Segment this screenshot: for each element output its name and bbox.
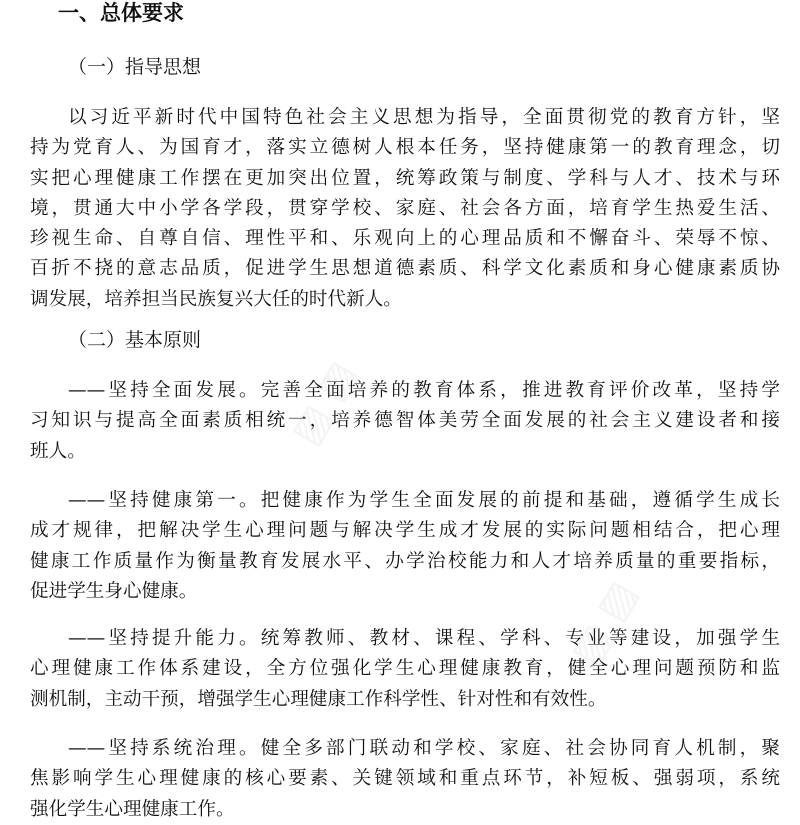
text-line: 促进学生身心健康。 [30,580,198,602]
text-line: 焦影响学生心理健康的核心要素、关键领域和重点环节，补短板、强弱项，系统 [30,768,780,790]
paragraph-guiding-ideology [30,103,780,315]
text-line: ——坚持提升能力。统筹教师、教材、课程、学科、专业等建设，加强学生 [68,628,780,649]
watermark-mark: ▨ ▨ [562,573,647,673]
text-line: 持为党育人、为国育才，落实立德树人根本任务，坚持健康第一的教育理念，切 [30,137,780,159]
text-line: 调发展，培养担当民族复兴大任的时代新人。 [30,288,402,310]
text-line: ——坚持健康第一。把健康作为学生全面发展的前提和基础，遵循学生成长 [68,490,780,511]
text-line: 心理健康工作体系建设，全方位强化学生心理健康教育，健全心理问题预防和监 [30,658,780,680]
text-line: 境，贯通大中小学各学段，贯穿学校、家庭、社会各方面，培育学生热爱生活、 [30,197,780,219]
text-line: 实把心理健康工作摆在更加突出位置，统筹政策与制度、学科与人才、技术与环 [30,167,780,189]
subsection-title-guiding-ideology: （一）指导思想 [68,56,202,78]
text-line: 珍视生命、自尊自信、理性平和、乐观向上的心理品质和不懈奋斗、荣辱不惊、 [30,228,780,250]
text-line: 强化学生心理健康工作。 [30,798,235,820]
text-line: 习知识与提高全面素质相统一，培养德智体美劳全面发展的社会主义建设者和接 [30,410,780,432]
text-line: 健康工作质量作为衡量教育发展水平、办学治校能力和人才培养质量的重要指标， [30,550,780,572]
text-line: 测机制，主动干预，增强学生心理健康工作科学性、针对性和有效性。 [30,688,607,710]
text-line: 成才规律，把解决学生心理问题与解决学生成才发展的实际问题相结合，把心理 [30,520,780,542]
text-line: ——坚持系统治理。健全多部门联动和学校、家庭、社会协同育人机制，聚 [68,738,780,759]
text-line: 百折不挠的意志品质，促进学生思想道德素质、科学文化素质和身心健康素质协 [30,258,780,280]
text-line: 以习近平新时代中国特色社会主义思想为指导，全面贯彻党的教育方针，坚 [68,107,780,128]
paragraph-principle-comprehensive-development [30,376,780,467]
paragraph-principle-improve-capacity [30,624,780,715]
watermark-mark: ▨ ▨ [282,353,367,453]
paragraph-principle-systematic-governance [30,734,780,825]
paragraph-principle-health-first [30,486,780,607]
text-line: ——坚持全面发展。完善全面培养的教育体系，推进教育评价改革，坚持学 [68,380,780,401]
subsection-title-basic-principles: （二）基本原则 [68,329,202,351]
section-heading: 一、总体要求 [58,1,184,25]
text-line: 班人。 [30,440,86,462]
